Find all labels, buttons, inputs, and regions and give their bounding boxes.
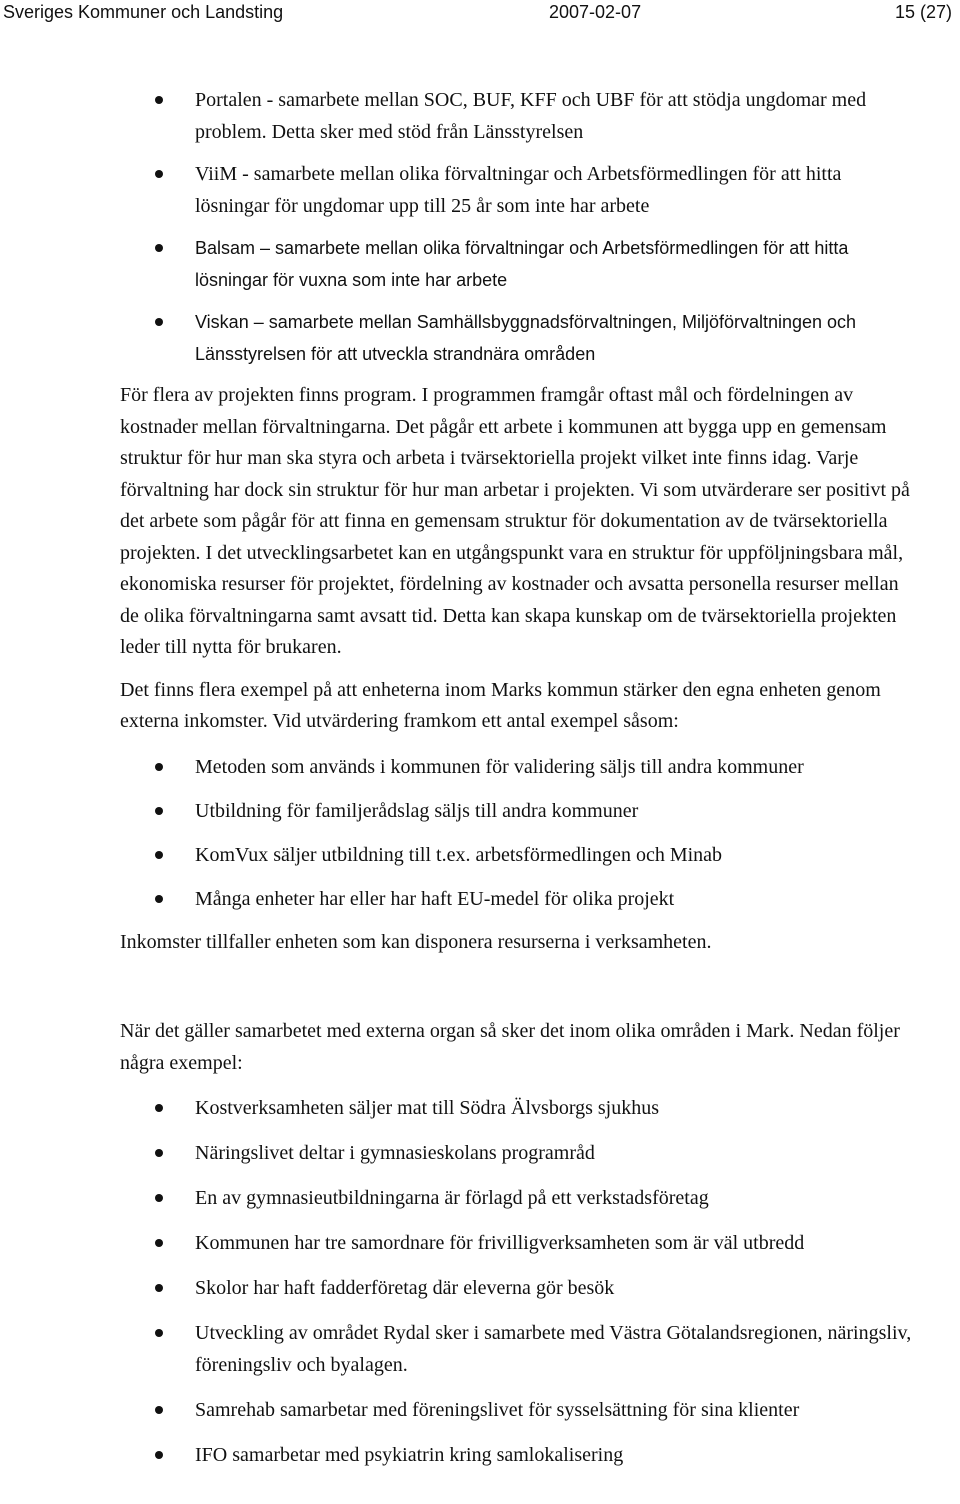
paragraph-program: För flera av projekten finns program. I programmen framgår oftast mål och fördelningen av kostnader mellan förvaltningarna. Det pågår ett arbete i kommunen att bygga upp en gemensam struktur för hur man ska styra och arbeta i tvärsektoriella projekt vilket inte finns idag. Varje förvaltning har dock sin struktur för hur man arbetar i projekten. Vi som utvärderare ser positivt på det arbete som pågår för att finna en gemensam struktur för dokumentation av de tvärsektoriella projekten. I det utvecklingsarbetet kan en utgångspunkt vara en struktur för uppföljningsbara mål, ekonomiska resurser för projektet, fördelning av kostnader och avsatta personella resurser mellan de olika förvaltningarna samt avsatt tid. Detta kan skapa kunskap om de tvärsektoriella projekten leder till nytta för brukaren.	[120, 384, 910, 658]
list-item: Kostverksamheten säljer mat till Södra Älvsborgs sjukhus	[120, 1092, 920, 1124]
list-item: Metoden som används i kommunen för validering säljs till andra kommuner	[120, 751, 920, 783]
page-header	[0, 0, 960, 24]
list-item: IFO samarbetar med psykiatrin kring samlokalisering	[120, 1439, 920, 1471]
bullet-icon	[155, 318, 163, 326]
header-page-number: 15 (27)	[894, 2, 952, 22]
list-item: Skolor har haft fadderföretag där eleverna gör besök	[120, 1272, 920, 1304]
list-item: En av gymnasieutbildningarna är förlagd på ett verkstadsföretag	[120, 1182, 920, 1214]
bullet-icon	[155, 1284, 163, 1292]
list-item: Många enheter har eller har haft EU-medel för olika projekt	[120, 883, 920, 915]
list-item: Viskan – samarbete mellan Samhällsbyggnadsförvaltningen, Miljöförvaltningen och Länsstyrelsen för att utveckla strandnära områden	[120, 306, 920, 370]
bullet-icon	[155, 1329, 163, 1337]
header-organization: Sveriges Kommuner och Landsting	[3, 2, 284, 22]
list-item: ViiM - samarbete mellan olika förvaltningar och Arbetsförmedlingen för att hitta lösningar för ungdomar upp till 25 år som inte har arbete	[120, 158, 920, 222]
list-item: Samrehab samarbetar med föreningslivet för sysselsättning för sina klienter	[120, 1394, 920, 1426]
bullet-list-projects	[120, 84, 920, 222]
bullet-icon	[155, 895, 163, 903]
bullet-icon	[155, 170, 163, 178]
bullet-list-projects-sans	[120, 232, 920, 370]
bullet-list-income-examples	[120, 751, 920, 915]
paragraph-external-income: Det finns flera exempel på att enheterna inom Marks kommun stärker den egna enheten genom externa inkomster. Vid utvärdering framkom ett antal exempel såsom:	[120, 678, 881, 732]
bullet-icon	[155, 807, 163, 815]
bullet-icon	[155, 851, 163, 859]
header-date: 2007-02-07	[549, 2, 642, 22]
bullet-icon	[155, 1104, 163, 1112]
bullet-icon	[155, 763, 163, 771]
list-item: Utveckling av området Rydal sker i samarbete med Västra Götalandsregionen, näringsliv, föreningsliv och byalagen.	[120, 1317, 920, 1381]
bullet-icon	[155, 1451, 163, 1459]
list-item: Utbildning för familjerådslag säljs till andra kommuner	[120, 795, 920, 827]
bullet-list-cooperation-examples	[120, 1092, 920, 1471]
bullet-icon	[155, 1239, 163, 1247]
bullet-icon	[155, 1194, 163, 1202]
bullet-icon	[155, 244, 163, 252]
bullet-icon	[155, 1149, 163, 1157]
paragraph-external-cooperation: När det gäller samarbetet med externa organ så sker det inom olika områden i Mark. Nedan följer några exempel:	[120, 1020, 900, 1074]
bullet-icon	[155, 96, 163, 104]
list-item: Näringslivet deltar i gymnasieskolans programråd	[120, 1137, 920, 1169]
paragraph-income-summary: Inkomster tillfaller enheten som kan disponera resurserna i verksamheten.	[120, 930, 712, 953]
list-item: Balsam – samarbete mellan olika förvaltningar och Arbetsförmedlingen för att hitta lösningar för vuxna som inte har arbete	[120, 232, 920, 296]
document-body	[120, 80, 920, 1471]
bullet-icon	[155, 1406, 163, 1414]
list-item: Kommunen har tre samordnare för frivilligverksamheten som är väl utbredd	[120, 1227, 920, 1259]
list-item: KomVux säljer utbildning till t.ex. arbetsförmedlingen och Minab	[120, 839, 920, 871]
list-item: Portalen - samarbete mellan SOC, BUF, KFF och UBF för att stödja ungdomar med problem. Detta sker med stöd från Länsstyrelsen	[120, 84, 920, 148]
